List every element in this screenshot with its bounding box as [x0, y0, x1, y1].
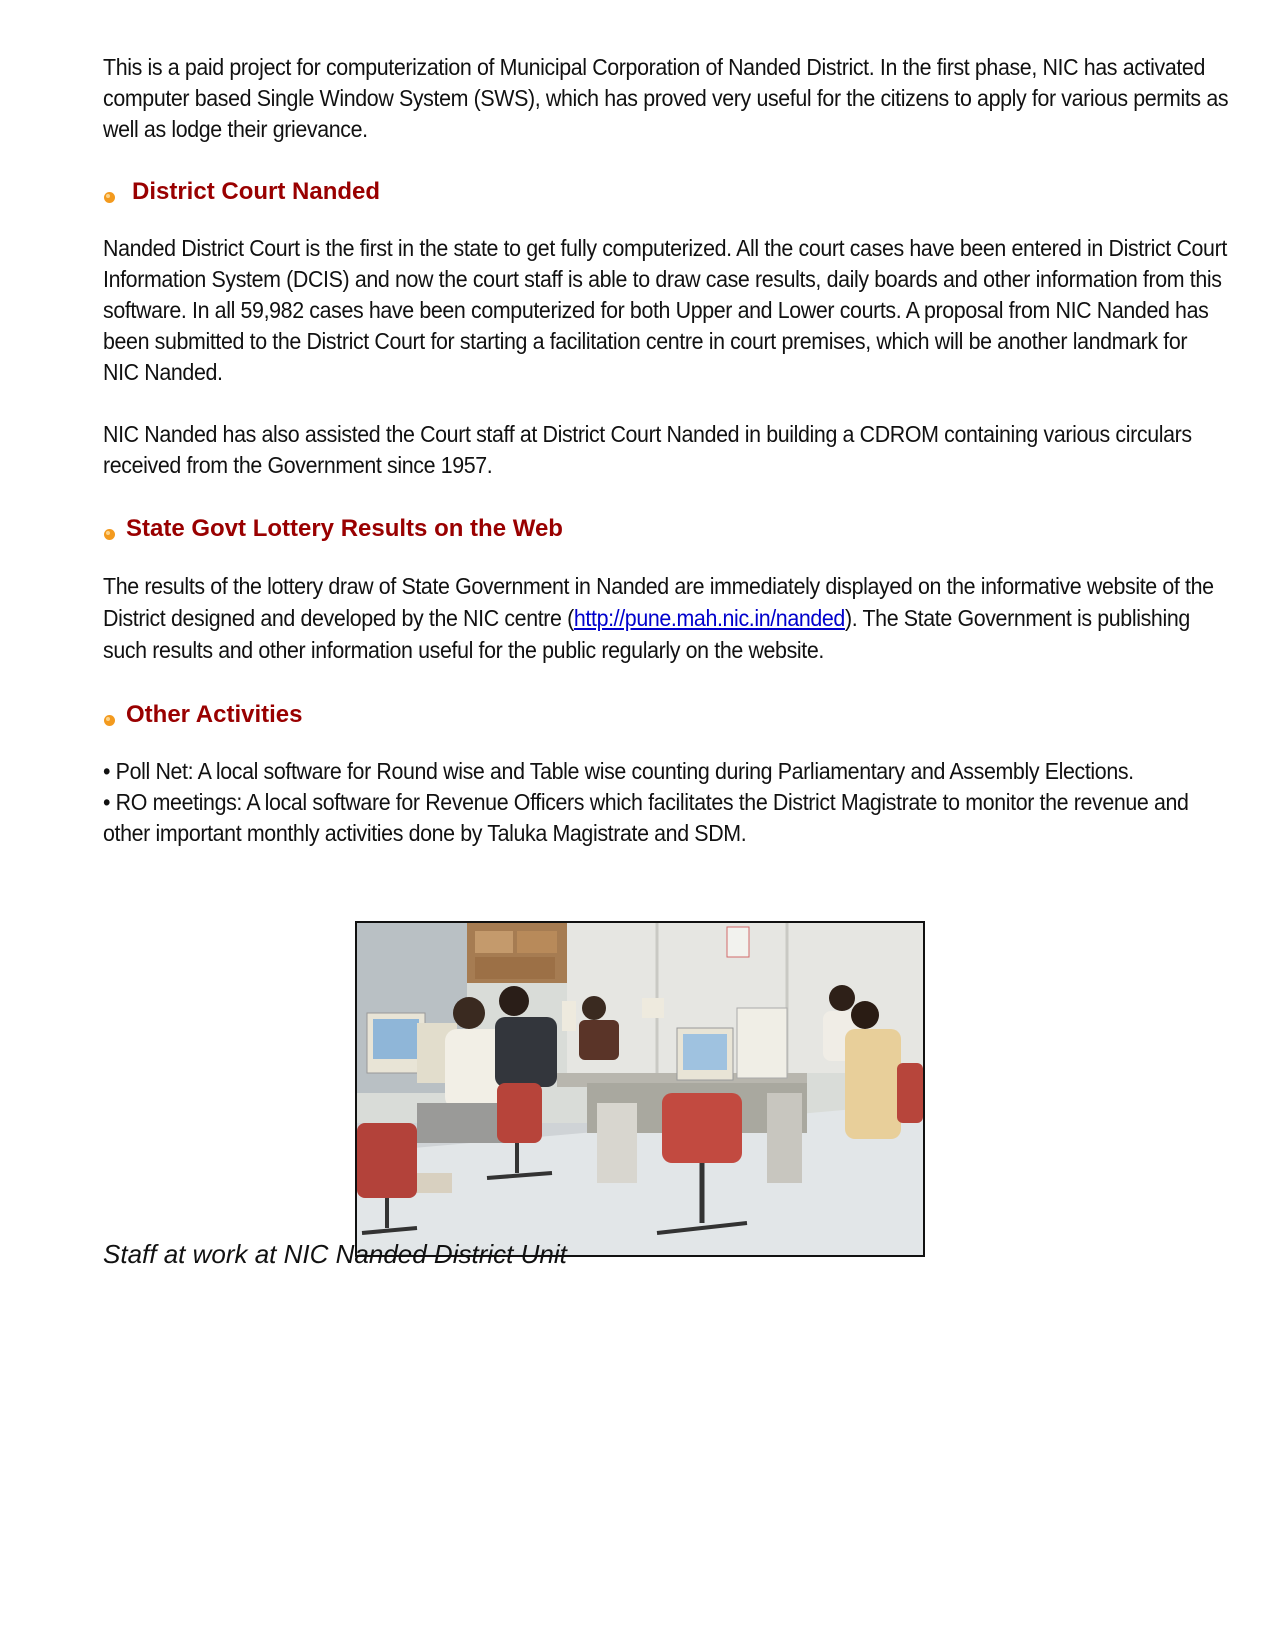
orange-dot-icon — [103, 520, 116, 533]
other-activities-list — [103, 756, 1275, 849]
court-paragraph-1: Nanded District Court is the first in the state to get fully computerized. All the court cases have been entered in District Court Information System (DCIS) and now the court staff is able to draw case results, daily boards and other information from this software. In all 59,982 cases have been computerized for both Upper and Lower courts. A proposal from NIC Nanded has been submitted to the District Court for starting a facilitation centre in court premises, which will be another landmark for NIC Nanded. — [103, 235, 1227, 385]
staff-photo — [355, 921, 925, 1257]
other-heading-text: Other Activities — [126, 701, 303, 728]
list-item: • Poll Net: A local software for Round wise and Table wise counting during Parliamentary and Assembly Elections. — [103, 758, 1134, 784]
orange-dot-icon — [103, 706, 116, 719]
lottery-text-before: The results of the lottery draw of State Government in Nanded are immediately displayed on the informative website of the District designed and developed by the NIC centre ( — [103, 573, 1214, 631]
court-heading-text: District Court Nanded — [132, 178, 381, 205]
lottery-paragraph — [103, 570, 1228, 666]
other-heading — [103, 700, 303, 730]
lottery-text-after: ). The State Government is publishing such results and other information useful for the public regularly on the website. — [103, 605, 1190, 663]
court-paragraph-2: NIC Nanded has also assisted the Court staff at District Court Nanded in building a CDROM containing various circulars received from the Government since 1957. — [103, 421, 1192, 478]
lottery-heading-text: State Govt Lottery Results on the Web — [126, 515, 563, 542]
nanded-website-link[interactable]: http://pune.mah.nic.in/nanded — [573, 605, 845, 631]
court-heading — [103, 177, 380, 207]
intro-paragraph: This is a paid project for computerization of Municipal Corporation of Nanded District. In the first phase, NIC has activated computer based Single Window System (SWS), which has proved very useful for the citizens to apply for various permits as well as lodge their grievance. — [103, 54, 1229, 142]
list-item: • RO meetings: A local software for Revenue Officers which facilitates the District Magistrate to monitor the revenue and other important monthly activities done by Taluka Magistrate and SDM. — [103, 789, 1189, 846]
orange-dot-icon — [103, 183, 116, 196]
lottery-heading — [103, 514, 563, 544]
photo-caption: Staff at work at NIC Nanded District Unit — [103, 1239, 567, 1269]
